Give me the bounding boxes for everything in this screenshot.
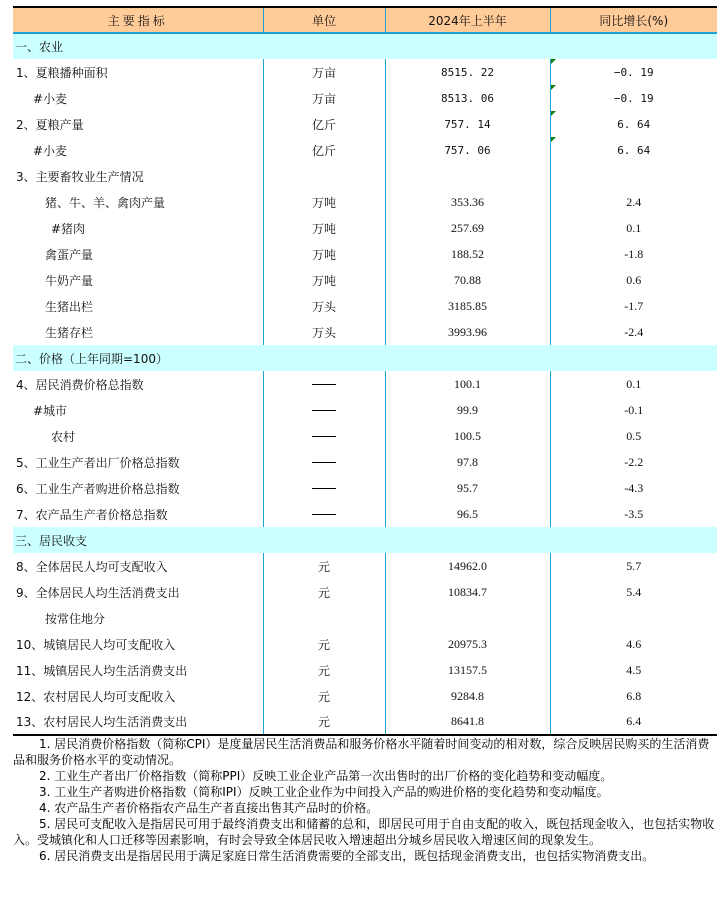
growth-value: 0.5 — [626, 428, 642, 443]
unit-cell — [263, 397, 385, 423]
growth-value: 0.1 — [626, 376, 642, 391]
value-cell: 3993.96 — [385, 319, 550, 345]
growth-value: -4.3 — [624, 480, 644, 495]
footnote-5: 5. 居民可支配收入是指居民可用于最终消费支出和储蓄的总和，即居民可用于自由支配的收入，既包括现金收入，也包括实物收入。受城镇化和人口迁移等因素影响，有时会导致全体居民收入增速超出分城乡居民收入增速区间的现象发生。 — [13, 817, 715, 847]
growth-value: 5.7 — [626, 558, 642, 573]
growth-cell — [550, 709, 717, 735]
section-title: 三、居民收支 — [15, 533, 88, 548]
growth-cell — [550, 189, 717, 215]
section-header-row — [13, 527, 717, 553]
growth-value: -0.1 — [624, 402, 644, 417]
table-body — [13, 33, 717, 735]
unit-cell: 亿斤 — [263, 137, 385, 163]
growth-cell — [550, 137, 717, 163]
unit-cell — [263, 501, 385, 527]
dash-placeholder — [312, 488, 336, 489]
growth-value: 0.6 — [626, 272, 642, 287]
statistics-table — [13, 6, 717, 736]
growth-cell — [550, 319, 717, 345]
growth-value: -2.4 — [624, 324, 644, 339]
footnote-1: 1. 居民消费价格指数（简称CPI）是度量居民生活消费品和服务价格水平随着时间变动的相对数，综合反映居民购买的生活消费品和服务价格水平的变动情况。 — [13, 737, 710, 767]
growth-value: 6.4 — [626, 714, 642, 728]
growth-cell — [550, 163, 717, 189]
footnotes — [13, 736, 717, 864]
growth-cell — [550, 449, 717, 475]
growth-cell — [550, 293, 717, 319]
unit-cell: 元 — [263, 553, 385, 579]
value-cell: 188.52 — [385, 241, 550, 267]
unit-cell: 元 — [263, 709, 385, 735]
value-cell: 757. 14 — [385, 111, 550, 137]
table-row — [13, 605, 717, 631]
comment-indicator-icon[interactable] — [551, 59, 556, 64]
growth-cell — [550, 267, 717, 293]
value-cell: 100.1 — [385, 371, 550, 397]
growth-cell — [550, 683, 717, 709]
table-row — [13, 241, 717, 267]
indicator-cell: 4、居民消费价格总指数 — [16, 377, 144, 392]
table-row — [13, 319, 717, 345]
table-row — [13, 631, 717, 657]
table-row — [13, 553, 717, 579]
growth-cell — [550, 553, 717, 579]
growth-cell — [550, 475, 717, 501]
growth-value: 4.5 — [626, 662, 642, 677]
growth-cell — [550, 111, 717, 137]
footnote-4: 4. 农产品生产者价格指农产品生产者直接出售其产品时的价格。 — [39, 801, 379, 815]
indicator-cell: 按常住地分 — [45, 611, 106, 626]
comment-indicator-icon[interactable] — [551, 111, 556, 116]
growth-value: -1.7 — [624, 298, 644, 313]
value-cell: 70.88 — [385, 267, 550, 293]
table-row — [13, 293, 717, 319]
indicator-cell: 生猪存栏 — [45, 325, 94, 340]
value-cell: 8515. 22 — [385, 59, 550, 85]
growth-cell — [550, 241, 717, 267]
footnote-2: 2. 工业生产者出厂价格指数（简称PPI）反映工业企业产品第一次出售时的出厂价格的变化趋势和变动幅度。 — [39, 769, 613, 783]
unit-cell: 元 — [263, 683, 385, 709]
unit-cell: 万亩 — [263, 59, 385, 85]
indicator-cell: 猪、牛、羊、禽肉产量 — [45, 195, 166, 210]
growth-cell — [550, 631, 717, 657]
table-row — [13, 657, 717, 683]
unit-cell: 万吨 — [263, 267, 385, 293]
table-row — [13, 475, 717, 501]
section-header-row — [13, 33, 717, 59]
indicator-cell: 7、农产品生产者价格总指数 — [16, 507, 168, 522]
unit-cell: 万头 — [263, 319, 385, 345]
unit-cell: 元 — [263, 657, 385, 683]
indicator-cell: 12、农村居民人均可支配收入 — [16, 689, 176, 704]
value-cell: 13157.5 — [385, 657, 550, 683]
indicator-cell: 生猪出栏 — [45, 299, 94, 314]
indicator-cell: 2、夏粮产量 — [16, 117, 84, 132]
table-row — [13, 215, 717, 241]
growth-value: 0.1 — [626, 220, 642, 235]
table-row — [13, 709, 717, 735]
growth-value: 2.4 — [626, 194, 642, 209]
table-row — [13, 683, 717, 709]
value-cell: 257.69 — [385, 215, 550, 241]
growth-cell — [550, 215, 717, 241]
comment-indicator-icon[interactable] — [551, 85, 556, 90]
header-indicator: 主要指标 — [13, 7, 263, 33]
value-cell: 757. 06 — [385, 137, 550, 163]
table-row — [13, 111, 717, 137]
value-cell: 353.36 — [385, 189, 550, 215]
unit-cell: 亿斤 — [263, 111, 385, 137]
section-title: 一、农业 — [15, 40, 64, 54]
unit-cell: 万头 — [263, 293, 385, 319]
comment-indicator-icon[interactable] — [551, 137, 556, 142]
indicator-cell: 9、全体居民人均生活消费支出 — [16, 585, 180, 600]
growth-value: -3.5 — [624, 506, 644, 521]
indicator-cell: 牛奶产量 — [45, 273, 94, 288]
indicator-cell: 禽蛋产量 — [45, 247, 94, 262]
growth-value: −0. 19 — [613, 65, 654, 79]
value-cell: 96.5 — [385, 501, 550, 527]
unit-cell — [263, 371, 385, 397]
table-row — [13, 189, 717, 215]
unit-cell: 万吨 — [263, 241, 385, 267]
section-header-row — [13, 345, 717, 371]
growth-cell — [550, 605, 717, 631]
unit-cell: 万吨 — [263, 189, 385, 215]
dash-placeholder — [312, 410, 336, 411]
table-row — [13, 449, 717, 475]
value-cell: 95.7 — [385, 475, 550, 501]
growth-value: -1.8 — [624, 246, 644, 261]
indicator-cell: #猪肉 — [51, 221, 86, 236]
unit-cell — [263, 449, 385, 475]
indicator-cell: 11、城镇居民人均生活消费支出 — [16, 663, 188, 678]
unit-cell: 万亩 — [263, 85, 385, 111]
table-row — [13, 423, 717, 449]
growth-cell — [550, 371, 717, 397]
footnote-6: 6. 居民消费支出是指居民用于满足家庭日常生活消费需要的全部支出，既包括现金消费支出，也包括实物消费支出。 — [39, 849, 655, 863]
section-title: 二、价格（上年同期=100） — [15, 351, 168, 366]
value-cell: 3185.85 — [385, 293, 550, 319]
table-row — [13, 85, 717, 111]
table-row — [13, 163, 717, 189]
header-growth: 同比增长(%) — [550, 7, 717, 33]
growth-cell — [550, 501, 717, 527]
value-cell: 100.5 — [385, 423, 550, 449]
table-row — [13, 397, 717, 423]
growth-value: 5.4 — [626, 584, 642, 599]
growth-value: -2.2 — [624, 454, 644, 469]
value-cell: 10834.7 — [385, 579, 550, 605]
indicator-cell: 10、城镇居民人均可支配收入 — [16, 637, 176, 652]
growth-cell — [550, 397, 717, 423]
table-row — [13, 137, 717, 163]
dash-placeholder — [312, 384, 336, 385]
growth-cell — [550, 423, 717, 449]
table-row — [13, 267, 717, 293]
value-cell: 20975.3 — [385, 631, 550, 657]
unit-cell — [263, 605, 385, 631]
value-cell — [385, 605, 550, 631]
indicator-cell: 3、主要畜牧业生产情况 — [16, 169, 144, 184]
unit-cell — [263, 475, 385, 501]
dash-placeholder — [312, 514, 336, 515]
unit-cell — [263, 163, 385, 189]
table-row — [13, 371, 717, 397]
indicator-cell: 农村 — [51, 429, 76, 444]
header-unit: 单位 — [263, 7, 385, 33]
value-cell: 9284.8 — [385, 683, 550, 709]
value-cell — [385, 163, 550, 189]
table-row — [13, 59, 717, 85]
table-row — [13, 579, 717, 605]
header-value: 2024年上半年 — [385, 7, 550, 33]
statistics-table-container — [13, 6, 717, 736]
growth-value: −0. 19 — [613, 91, 654, 105]
value-cell: 99.9 — [385, 397, 550, 423]
dash-placeholder — [312, 462, 336, 463]
growth-value: 6.8 — [626, 688, 642, 703]
growth-value: 6. 64 — [617, 143, 651, 157]
growth-cell — [550, 579, 717, 605]
value-cell: 8641.8 — [385, 709, 550, 735]
indicator-cell: #小麦 — [33, 143, 68, 158]
table-row — [13, 501, 717, 527]
indicator-cell: 8、全体居民人均可支配收入 — [16, 559, 168, 574]
indicator-cell: 5、工业生产者出厂价格总指数 — [16, 455, 180, 470]
unit-cell — [263, 423, 385, 449]
table-header-row — [13, 7, 717, 33]
growth-cell — [550, 59, 717, 85]
growth-cell — [550, 657, 717, 683]
growth-value: 6. 64 — [617, 117, 651, 131]
growth-cell — [550, 85, 717, 111]
unit-cell: 元 — [263, 579, 385, 605]
growth-value: 4.6 — [626, 636, 642, 651]
indicator-cell: 13、农村居民人均生活消费支出 — [13, 709, 263, 735]
dash-placeholder — [312, 436, 336, 437]
value-cell: 14962.0 — [385, 553, 550, 579]
indicator-cell: #城市 — [33, 403, 68, 418]
value-cell: 8513. 06 — [385, 85, 550, 111]
footnote-3: 3. 工业生产者购进价格指数（简称IPI）反映工业企业作为中间投入产品的购进价格的变化趋势和变动幅度。 — [39, 785, 609, 799]
unit-cell: 元 — [263, 631, 385, 657]
value-cell: 97.8 — [385, 449, 550, 475]
indicator-cell: #小麦 — [33, 91, 68, 106]
indicator-cell: 1、夏粮播种面积 — [16, 65, 108, 80]
unit-cell: 万吨 — [263, 215, 385, 241]
indicator-cell: 6、工业生产者购进价格总指数 — [16, 481, 180, 496]
